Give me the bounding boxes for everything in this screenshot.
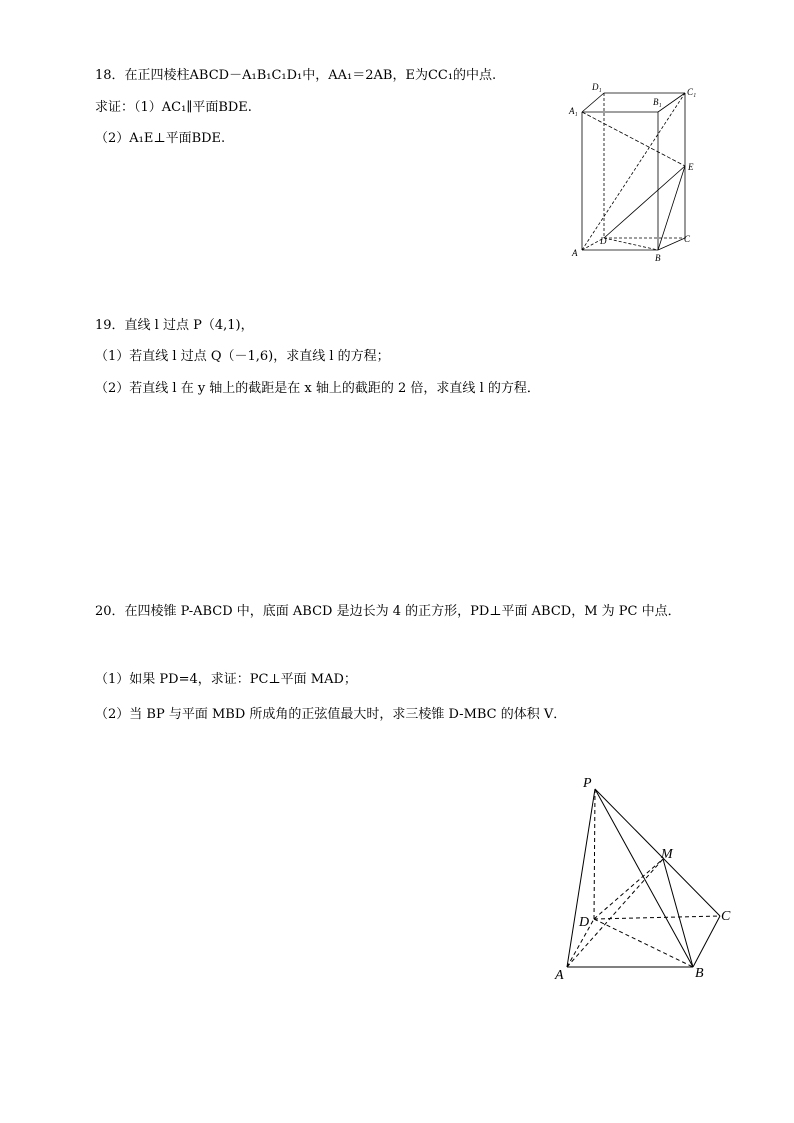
label-A: A: [572, 248, 578, 258]
label-E: E: [688, 162, 694, 172]
pyramid-figure: [550, 770, 750, 985]
label-A1: A₁: [569, 106, 578, 116]
q18-line3: （2）A₁E⊥平面BDE.: [95, 131, 226, 146]
label-C1: C₁: [687, 87, 697, 97]
q20-line3: （2）当 BP 与平面 MBD 所成角的正弦值最大时，求三棱锥 D-MBC 的体积 V．: [95, 707, 567, 722]
label-B1: B₁: [653, 97, 662, 107]
label-M: M: [661, 847, 673, 862]
label-C: C: [721, 909, 731, 924]
prism-figure: [560, 78, 710, 268]
label-P: P: [583, 776, 592, 791]
q20-line2: （1）如果 PD=4，求证：PC⊥平面 MAD；: [95, 672, 357, 687]
label-D: D: [579, 915, 590, 930]
label-C: C: [684, 234, 691, 244]
q19-line2: （1）若直线 l 过点 Q（－1,6)，求直线 l 的方程；: [95, 349, 390, 364]
q18-line1: 18．在正四棱柱ABCD－A₁B₁C₁D₁中，AA₁＝2AB，E为CC₁的中点.: [95, 68, 497, 83]
label-B: B: [695, 966, 704, 981]
q19-line3: （2）若直线 l 在 y 轴上的截距是在 x 轴上的截距的 2 倍，求直线 l 的方程．: [95, 381, 540, 396]
q19-line1: 19．直线 l 过点 P（4,1)，: [95, 318, 254, 333]
label-B: B: [655, 253, 661, 263]
label-D: D: [600, 236, 607, 246]
label-D1: D₁: [592, 82, 602, 92]
q18-line2: 求证：（1）AC₁∥平面BDE.: [95, 100, 252, 115]
label-A: A: [555, 968, 564, 983]
q20-line1: 20．在四棱锥 P-ABCD 中，底面 ABCD 是边长为 4 的正方形，PD⊥平面 ABCD，M 为 PC 中点．: [95, 604, 681, 619]
